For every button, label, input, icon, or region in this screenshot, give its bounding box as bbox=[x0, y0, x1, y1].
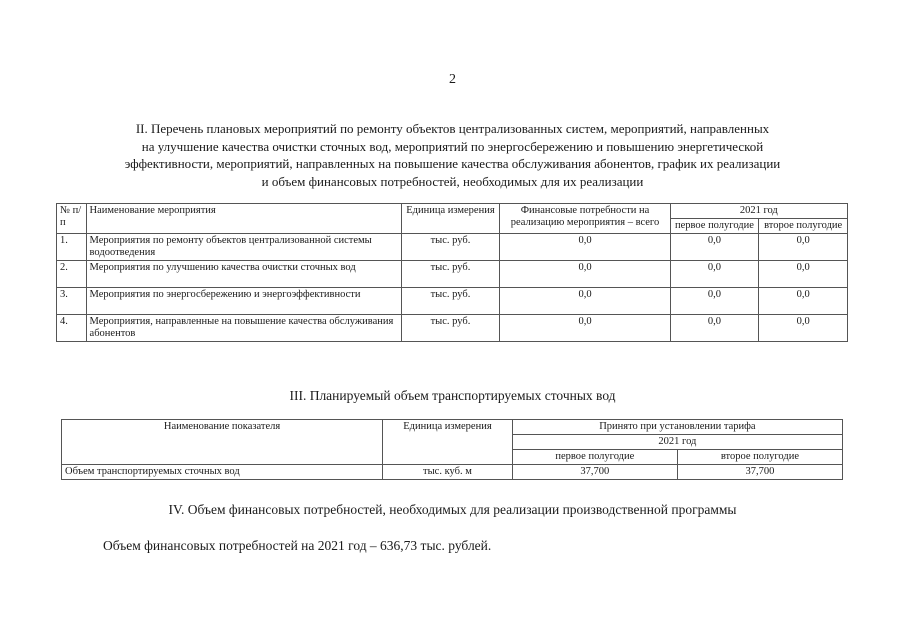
row-half2: 0,0 bbox=[759, 315, 848, 342]
section-2-heading-line: II. Перечень плановых мероприятий по ремонту объектов централизованных систем, мероприятий, направленных bbox=[135, 121, 770, 136]
col-year-header: 2021 год bbox=[670, 204, 847, 219]
row-total: 0,0 bbox=[500, 234, 670, 261]
col-indicator-header: Наименование показателя bbox=[62, 420, 383, 465]
table-row bbox=[57, 315, 848, 342]
row-half1: 0,0 bbox=[670, 261, 759, 288]
row-half2: 0,0 bbox=[759, 261, 848, 288]
col-accepted-header: Принято при установлении тарифа bbox=[512, 420, 842, 435]
col-finance-header: Финансовые потребности на реализацию мероприятия – всего bbox=[500, 204, 670, 234]
row-unit: тыс. руб. bbox=[401, 261, 500, 288]
row-name: Мероприятия, направленные на повышение качества обслуживания абонентов bbox=[86, 315, 401, 342]
table-row bbox=[62, 465, 843, 480]
table-row bbox=[57, 234, 848, 261]
page-number: 2 bbox=[449, 72, 456, 87]
col-half1-header: первое полугодие bbox=[670, 219, 759, 234]
row-name: Мероприятия по энергосбережению и энергоэффективности bbox=[86, 288, 401, 315]
wastewater-volume-table bbox=[61, 419, 843, 480]
col-unit-header: Единица измерения bbox=[401, 204, 500, 234]
row-total: 0,0 bbox=[500, 261, 670, 288]
row-unit: тыс. руб. bbox=[401, 234, 500, 261]
col-half2-header: второе полугодие bbox=[759, 219, 848, 234]
row-half2: 37,700 bbox=[677, 465, 842, 480]
row-name: Мероприятия по улучшению качества очистки сточных вод bbox=[86, 261, 401, 288]
section-2-heading bbox=[60, 120, 845, 190]
section-2-heading-line: на улучшение качества очистки сточных вод, мероприятий по энергосбережению и повышению энергетической bbox=[141, 138, 764, 154]
row-no: 1. bbox=[57, 234, 87, 261]
row-half1: 0,0 bbox=[670, 288, 759, 315]
row-name: Мероприятия по ремонту объектов централизованной системы водоотведения bbox=[86, 234, 401, 261]
row-no: 2. bbox=[57, 261, 87, 288]
col-half1-header: первое полугодие bbox=[512, 450, 677, 465]
row-no: 4. bbox=[57, 315, 87, 342]
section-2-heading-line: эффективности, мероприятий, направленных на повышение качества обслуживания абонентов, график их реализации bbox=[124, 156, 781, 171]
table-row bbox=[57, 288, 848, 315]
col-no-header: № п/п bbox=[57, 204, 87, 234]
row-half2: 0,0 bbox=[759, 288, 848, 315]
section-2-heading-line: и объем финансовых потребностей, необходимых для их реализации bbox=[261, 173, 644, 189]
row-half1: 37,700 bbox=[512, 465, 677, 480]
row-unit: тыс. руб. bbox=[401, 315, 500, 342]
section-4-heading: IV. Объем финансовых потребностей, необходимых для реализации производственной программы bbox=[168, 502, 737, 517]
row-total: 0,0 bbox=[500, 288, 670, 315]
financial-summary: Объем финансовых потребностей на 2021 год – 636,73 тыс. рублей. bbox=[103, 538, 492, 553]
row-total: 0,0 bbox=[500, 315, 670, 342]
row-half2: 0,0 bbox=[759, 234, 848, 261]
section-3-heading: III. Планируемый объем транспортируемых сточных вод bbox=[289, 388, 616, 403]
col-name-header: Наименование мероприятия bbox=[86, 204, 401, 234]
row-half1: 0,0 bbox=[670, 315, 759, 342]
col-half2-header: второе полугодие bbox=[677, 450, 842, 465]
col-year-header: 2021 год bbox=[512, 435, 842, 450]
row-half1: 0,0 bbox=[670, 234, 759, 261]
row-unit: тыс. куб. м bbox=[383, 465, 513, 480]
row-no: 3. bbox=[57, 288, 87, 315]
table-row bbox=[57, 261, 848, 288]
measures-table bbox=[56, 203, 848, 342]
row-unit: тыс. руб. bbox=[401, 288, 500, 315]
col-unit-header: Единица измерения bbox=[383, 420, 513, 465]
row-indicator: Объем транспортируемых сточных вод bbox=[62, 465, 383, 480]
